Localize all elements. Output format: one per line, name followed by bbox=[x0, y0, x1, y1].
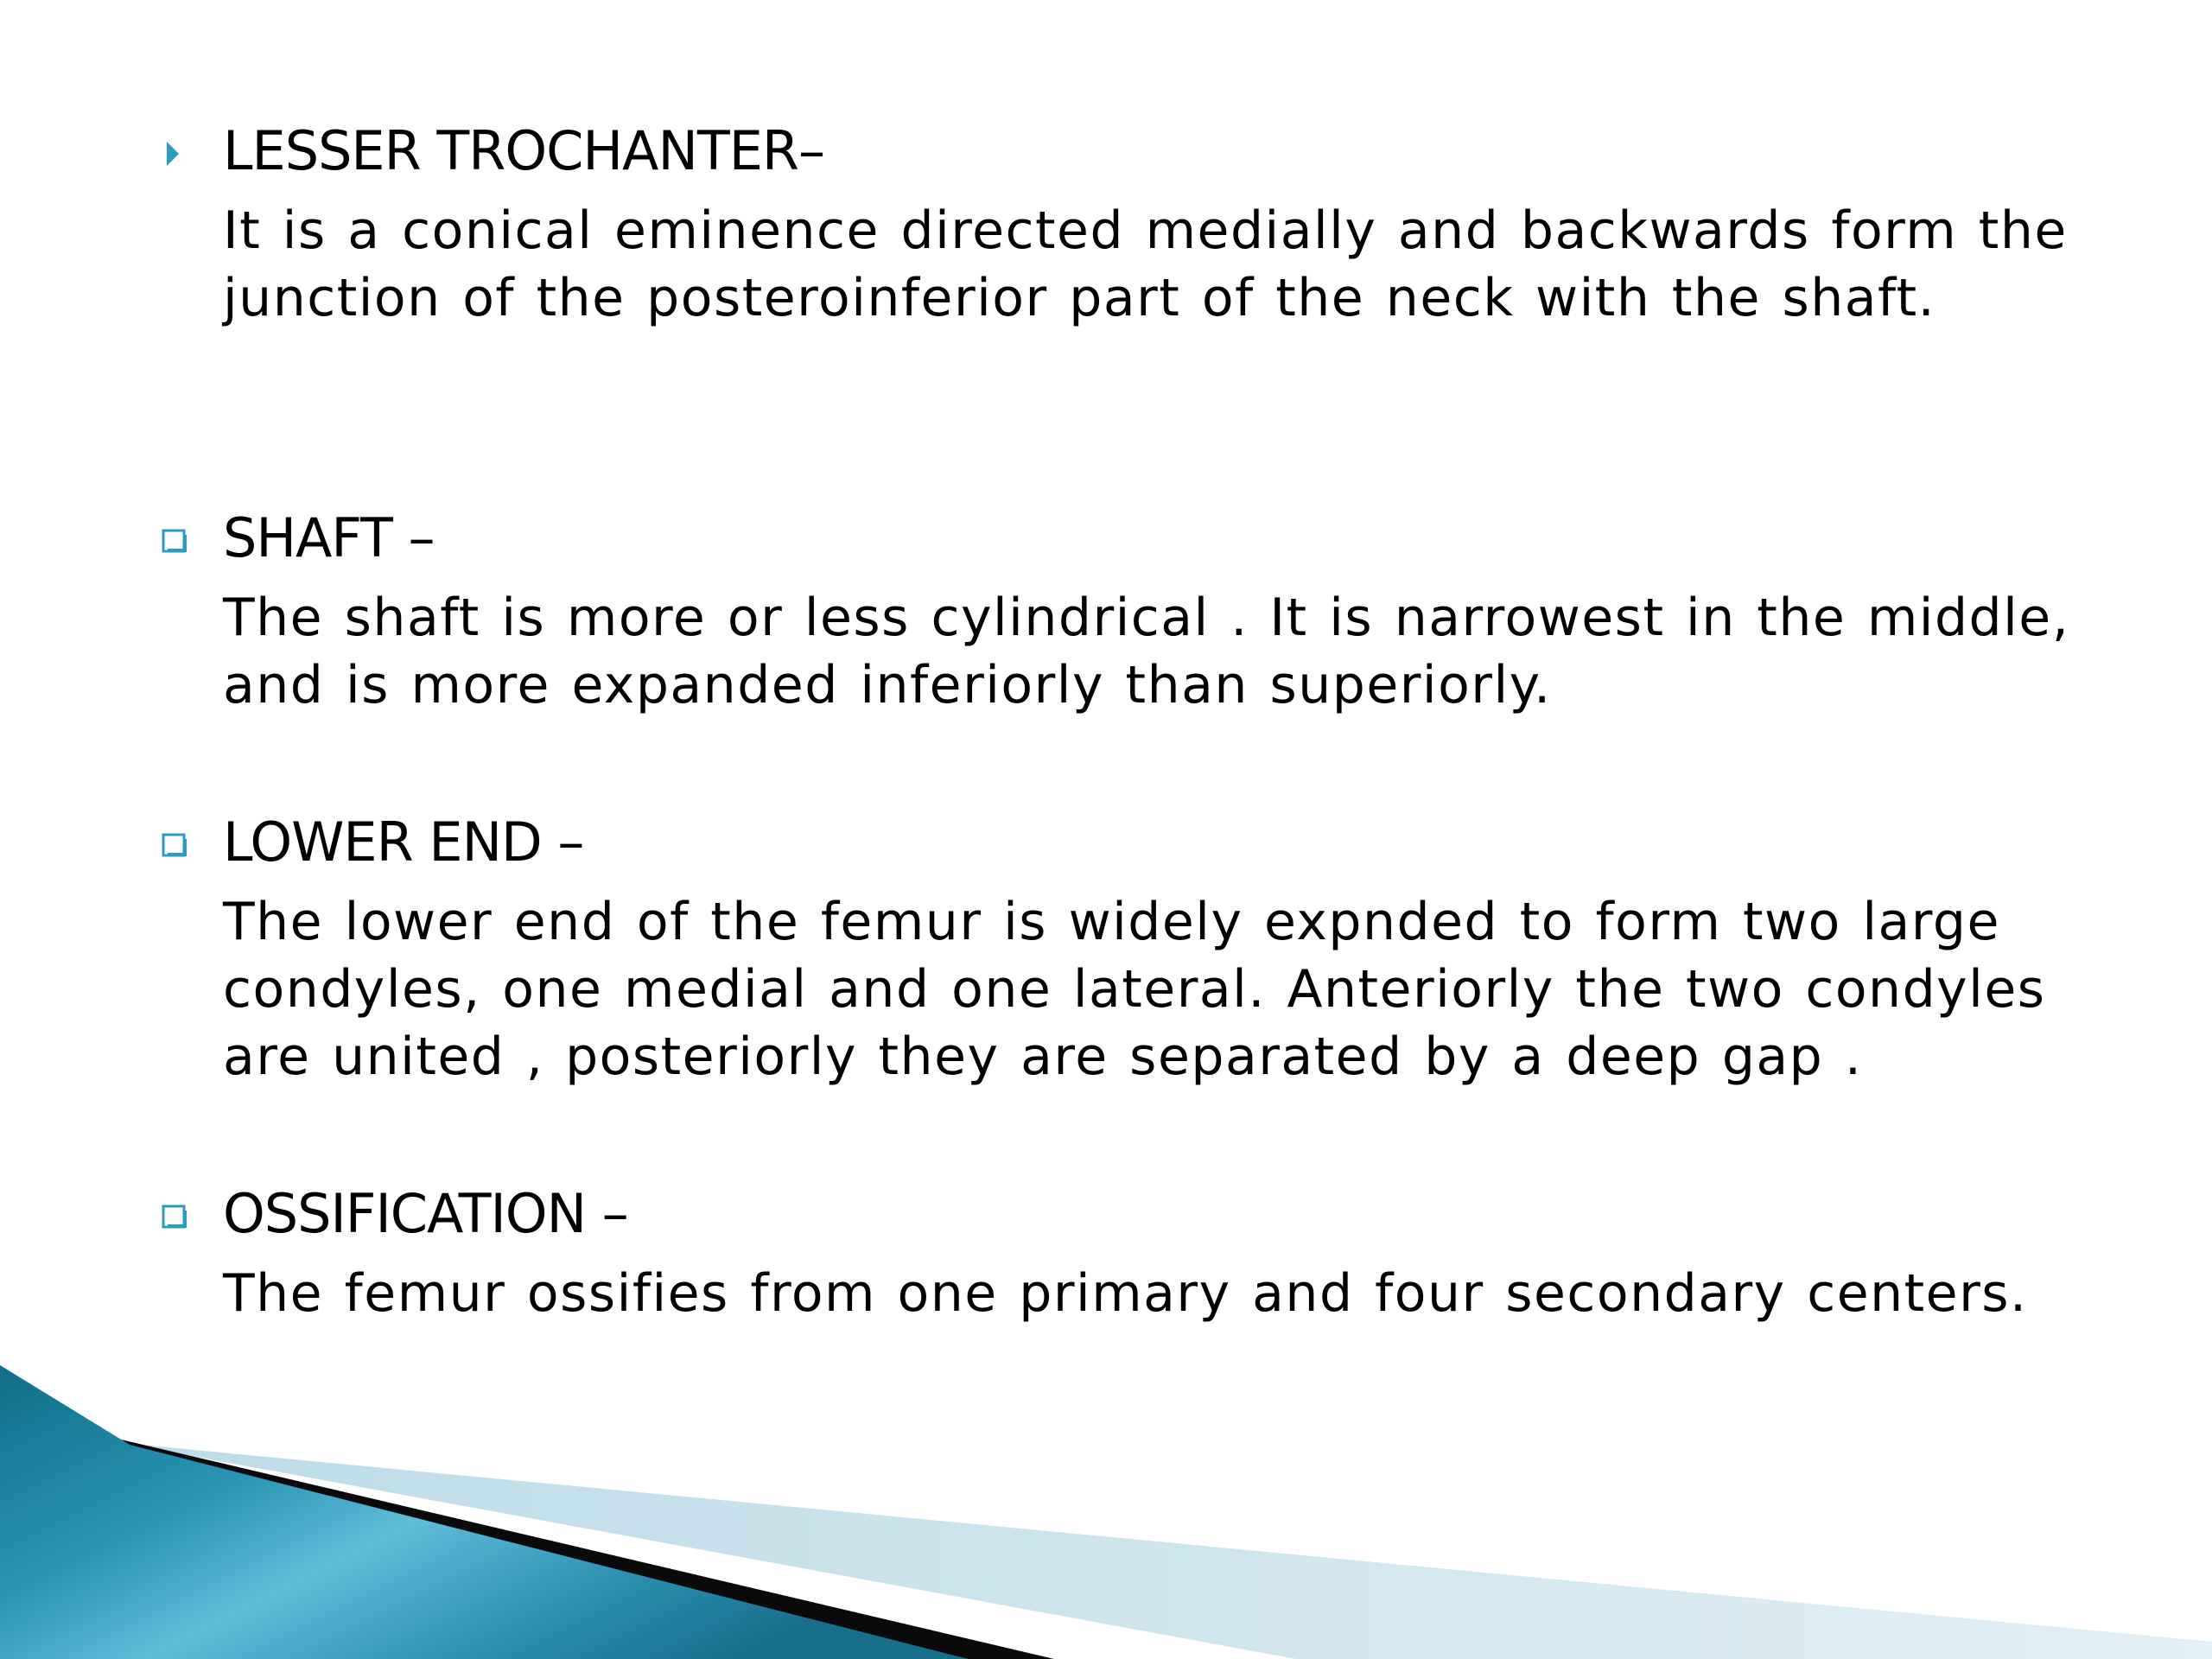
section-heading: LESSER TROCHANTER– bbox=[223, 119, 824, 182]
body-line: The lower end of the femur is widely expnded to form two large bbox=[223, 892, 2000, 952]
section-heading: OSSIFICATION – bbox=[223, 1182, 628, 1245]
square-bullet-icon bbox=[160, 828, 194, 862]
section-body bbox=[223, 1260, 2028, 1327]
body-line: are united , posteriorly they are separated by a deep gap . bbox=[223, 1027, 1863, 1087]
square-bullet-icon bbox=[160, 1199, 194, 1234]
body-line: junction of the posteroinferior part of the neck with the shaft. bbox=[223, 268, 1936, 328]
body-line: The femur ossifies from one primary and four secondary centers. bbox=[223, 1263, 2028, 1324]
triangle-bullet-icon bbox=[160, 137, 194, 171]
decorative-wedge bbox=[0, 1365, 2212, 1659]
section-body bbox=[223, 888, 2046, 1090]
body-line: The shaft is more or less cylindrical . It is narrowest in the middle, bbox=[223, 588, 2070, 648]
section-body bbox=[223, 197, 2068, 332]
section-heading: LOWER END – bbox=[223, 810, 584, 874]
section-body bbox=[223, 584, 2069, 719]
body-line: and is more expanded inferiorly than superiorly. bbox=[223, 655, 1552, 715]
section-heading: SHAFT – bbox=[223, 506, 435, 569]
square-bullet-icon bbox=[160, 524, 194, 558]
body-line: condyles, one medial and one lateral. Anteriorly the two condyles bbox=[223, 959, 2046, 1020]
body-line: It is a conical eminence directed medially and backwards form the bbox=[223, 200, 2068, 261]
